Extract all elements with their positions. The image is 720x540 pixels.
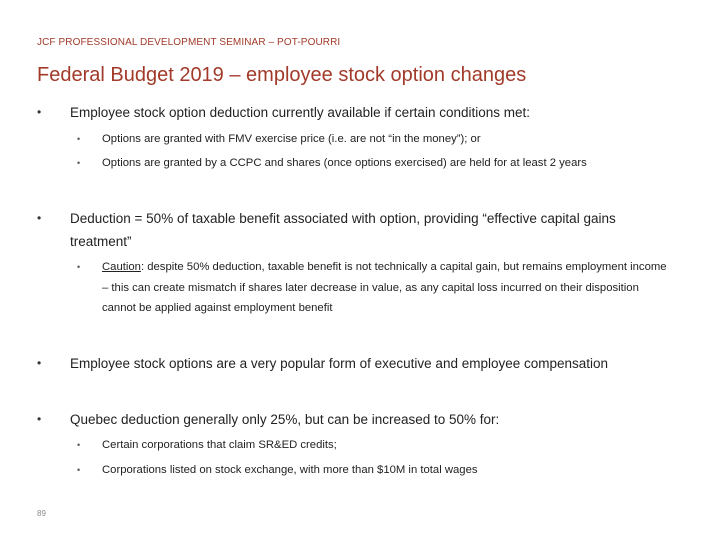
slide-title: Federal Budget 2019 – employee stock option changes: [37, 64, 527, 86]
sub-bullet-text: Corporations listed on stock exchange, with more than $10M in total wages: [102, 464, 478, 476]
page-number: 89: [37, 509, 46, 518]
bullet-text: Deduction = 50% of taxable benefit associated with option, providing “effective capital gains treatment”: [70, 211, 616, 249]
bullet-text: Employee stock options are a very popular form of executive and employee compensation: [70, 356, 609, 371]
caution-text: : despite 50% deduction, taxable benefit is not technically a capital gain, but remains employment income – this can create mismatch if shares later decrease in value, as any capital loss incurred on their disposition cannot be applied against employment benefit: [102, 261, 667, 314]
sub-bullet-dot: •: [77, 158, 81, 168]
sub-bullet-text: Options are granted with FMV exercise price (i.e. are not “in the money”); or: [102, 133, 481, 145]
sub-bullet-dot: •: [77, 465, 81, 475]
bullet-dot: •: [37, 105, 42, 119]
sub-bullet-dot: •: [77, 262, 81, 272]
sub-bullet-dot: •: [77, 440, 81, 450]
sub-bullet-dot: •: [77, 134, 81, 144]
seminar-header: JCF PROFESSIONAL DEVELOPMENT SEMINAR – POT-POURRI: [37, 37, 341, 48]
sub-bullet-text: Options are granted by a CCPC and shares (once options exercised) are held for at least 2 years: [102, 157, 587, 169]
bullet-text: Quebec deduction generally only 25%, but can be increased to 50% for:: [70, 412, 500, 427]
caution-label: Caution: [102, 261, 141, 273]
bullet-dot: •: [37, 412, 42, 426]
bullet-text: Employee stock option deduction currently available if certain conditions met:: [70, 105, 530, 120]
sub-bullet-text: Certain corporations that claim SR&ED credits;: [102, 439, 337, 451]
bullet-dot: •: [37, 211, 42, 225]
bullet-dot: •: [37, 356, 42, 370]
sub-bullet-text: [102, 257, 672, 319]
